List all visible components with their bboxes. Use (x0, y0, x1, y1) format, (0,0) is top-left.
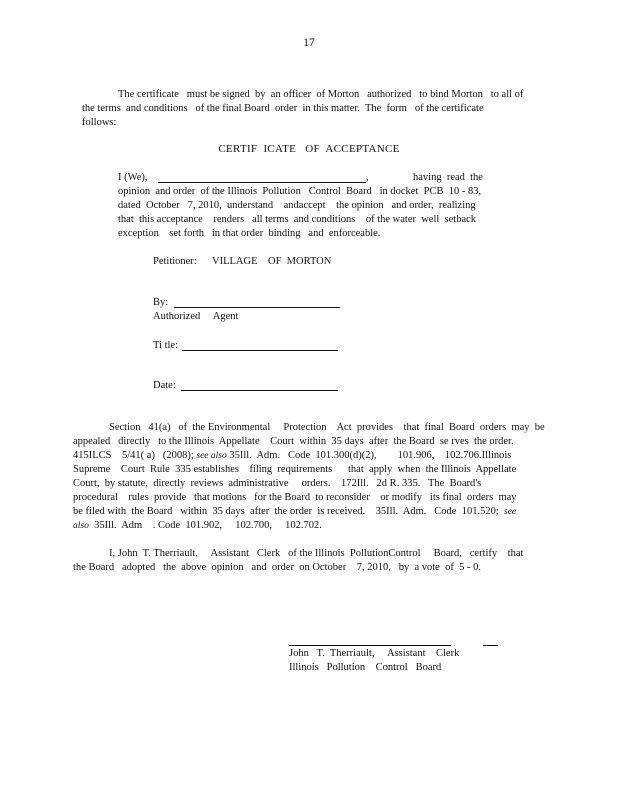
title-input-line[interactable] (182, 350, 338, 351)
intro-line-1: The certificate must be signed by an officer of Morton authorized to bind Morton to all of (118, 89, 524, 100)
certificate-title: CERTIF ICATE OF ACCEPTANCE (218, 143, 400, 155)
page-number: 17 (303, 37, 315, 49)
authorized-agent-label: Authorized Agent (153, 311, 239, 322)
intro-line-2: the terms and conditions of the final Board order in this matter. The form of the certificate (82, 103, 484, 114)
certificate-body-line-2: opinion and order of the Illinois Pollution Control Board in docket PCB 10 - 83, (118, 186, 482, 197)
having-read-text: having read the (413, 172, 483, 183)
clerk-signature-line (289, 645, 451, 646)
signature-name: John T. Therriault, Assistant Clerk (289, 648, 460, 659)
date-label: Date: (153, 380, 176, 391)
section41-line-8: also 35Ill. Adm . Code 101.902, 102.700, 102.702. (73, 520, 322, 531)
petitioner-label: Petitioner: (153, 256, 197, 267)
clerk-signature-line-tail (483, 645, 498, 646)
section41-line-2: appealed directly to the Illinois Appellate Court within 35 days after the Board se rves the order. (73, 436, 514, 447)
certification-line-1: I, John T. Therriault, Assistant Clerk of the Illinois PollutionControl Board, certify that (109, 548, 524, 559)
section41-line-4: Supreme Court Rule 335 establishes filing requirements that apply when the Illinois Appellate (73, 464, 517, 475)
by-signature-line[interactable] (174, 307, 340, 308)
signature-org: Illinois Pollution Control Board (289, 662, 442, 673)
section41-line-5: Court, by statute, directly reviews administrative orders. 172Ill. 2d R. 335. The Board's (73, 478, 482, 489)
name-comma: , (366, 172, 369, 183)
iwe-label: I (We), (118, 172, 148, 183)
name-signature-line[interactable] (158, 182, 366, 183)
certification-line-2: the Board adopted the above opinion and order on October 7, 2010, by a vote of 5 - 0. (73, 562, 481, 573)
intro-line-3: follows: (82, 117, 117, 128)
section41-line-6: procedural rules provide that motions for the Board to reconsider or modify its final orders may (73, 492, 517, 503)
section41-line-1: Section 41(a) of the Environmental Protection Act provides that final Board orders may be (109, 422, 545, 433)
by-label: By: (153, 297, 169, 308)
title-label: Ti tle: (153, 340, 178, 351)
petitioner-value: VILLAGE OF MORTON (212, 256, 332, 267)
certificate-body-line-3: dated October 7, 2010, understand andaccept the opinion and order, realizing (118, 200, 476, 211)
certificate-body-line-4: that this acceptance renders all terms and conditions of the water well setback (118, 214, 477, 225)
section41-line-7: be filed with the Board within 35 days after the order is received. 35Ill. Adm. Code 101.520; see (73, 506, 517, 517)
date-input-line[interactable] (181, 390, 338, 391)
certificate-body-line-5: exception set forth in that order binding and enforceable. (118, 228, 381, 239)
section41-line-3: 415ILCS 5/41( a) (2008); see also 35Ill. Adm. Code 101.300(d)(2), 101.906, 102.706.Illinois (73, 450, 512, 461)
